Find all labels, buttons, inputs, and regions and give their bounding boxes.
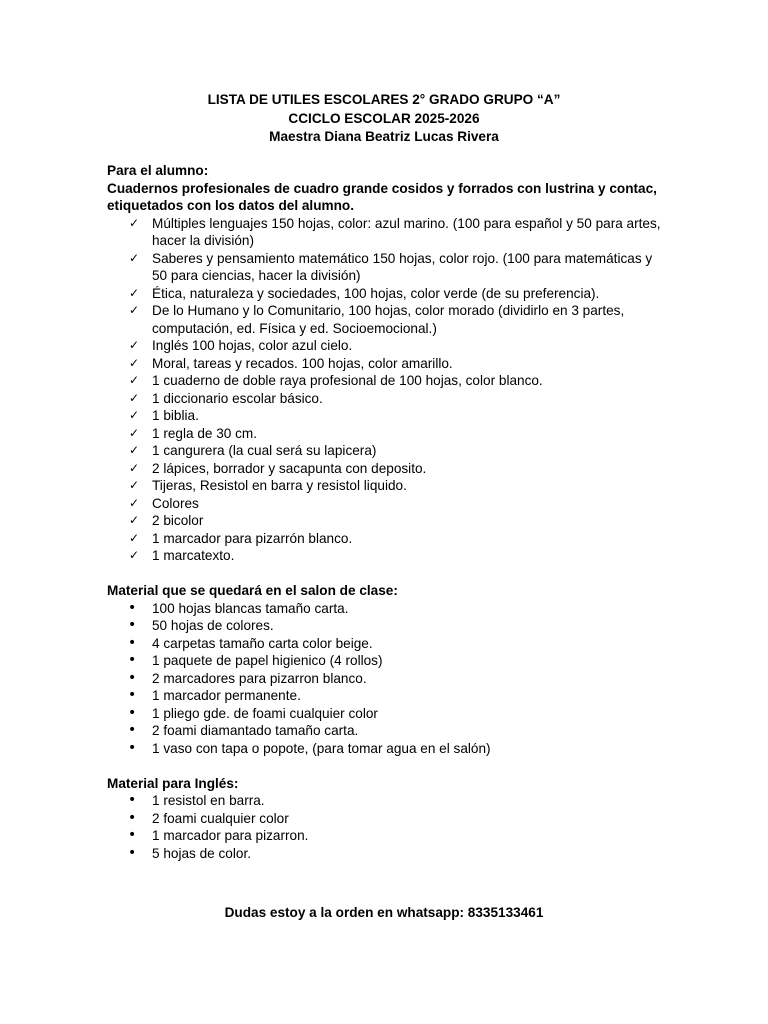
- list-item: [107, 495, 667, 513]
- list-item-text: 100 hojas blancas tamaño carta.: [152, 600, 349, 616]
- list-item-text: Tijeras, Resistol en barra y resistol liquido.: [152, 478, 407, 493]
- english-section: [107, 775, 667, 863]
- bullet-icon: •: [128, 739, 137, 756]
- student-item-list: [107, 215, 667, 565]
- section-spacer: [107, 565, 667, 583]
- list-item: [107, 740, 667, 758]
- checkmark-icon: ✓: [129, 355, 140, 370]
- student-section-title: Para el alumno:: [107, 163, 209, 178]
- list-item-text: 1 resistol en barra.: [152, 793, 265, 808]
- list-item-text: Inglés 100 hojas, color azul cielo.: [152, 338, 353, 353]
- checkmark-icon: ✓: [129, 303, 140, 317]
- document-header: [0, 91, 768, 147]
- list-item: [107, 477, 667, 495]
- list-item: [107, 337, 667, 355]
- checkmark-icon: ✓: [129, 478, 140, 492]
- list-item-text: 1 regla de 30 cm.: [152, 425, 258, 441]
- list-item: [107, 460, 667, 478]
- bullet-icon: •: [128, 599, 137, 616]
- list-item: [107, 425, 667, 443]
- bullet-icon: •: [128, 634, 137, 651]
- checkmark-icon: ✓: [129, 460, 140, 475]
- header-title: LISTA DE UTILES ESCOLARES 2° GRADO GRUPO “A”: [207, 92, 561, 107]
- list-item-text: 2 marcadores para pizarron blanco.: [152, 670, 367, 686]
- list-item: [107, 390, 667, 408]
- list-item: [107, 827, 667, 845]
- bullet-icon: •: [128, 827, 137, 843]
- checkmark-icon: ✓: [129, 530, 140, 545]
- checkmark-icon: ✓: [129, 408, 140, 422]
- bullet-icon: •: [128, 844, 137, 861]
- checkmark-icon: ✓: [129, 250, 140, 265]
- list-item: [107, 285, 667, 303]
- list-item: [107, 215, 667, 250]
- list-item: [107, 512, 667, 530]
- list-item: [107, 635, 667, 653]
- list-item-text: 1 marcador permanente.: [152, 688, 301, 703]
- bullet-icon: •: [128, 652, 137, 668]
- checkmark-icon: ✓: [129, 443, 140, 457]
- footer-contact: Dudas estoy a la orden en whatsapp: 8335133461: [224, 905, 544, 920]
- header-school-year: CCICLO ESCOLAR 2025-2026: [288, 110, 480, 126]
- bullet-icon: •: [128, 722, 137, 738]
- checkmark-icon: ✓: [129, 390, 140, 405]
- list-item: [107, 687, 667, 705]
- checkmark-icon: ✓: [129, 548, 140, 562]
- list-item: [107, 355, 667, 373]
- list-item: [107, 705, 667, 723]
- list-item: [107, 372, 667, 390]
- bullet-icon: •: [128, 704, 137, 721]
- document-content: [107, 162, 667, 862]
- checkmark-icon: ✓: [129, 373, 140, 387]
- list-item: [107, 250, 667, 285]
- english-section-title: Material para Inglés:: [107, 775, 239, 791]
- header-teacher: Maestra Diana Beatriz Lucas Rivera: [269, 129, 499, 144]
- list-item: [107, 547, 667, 565]
- list-item-text: 2 foami diamantado tamaño carta.: [152, 723, 359, 738]
- list-item-text: 50 hojas de colores.: [152, 618, 274, 633]
- list-item: [107, 722, 667, 740]
- list-item-text: 2 lápices, borrador y sacapunta con deposito.: [152, 460, 427, 476]
- checkmark-icon: ✓: [129, 215, 140, 230]
- bullet-icon: •: [128, 669, 137, 686]
- checkmark-icon: ✓: [129, 495, 140, 510]
- section-spacer: [107, 757, 667, 775]
- classroom-section: [107, 582, 667, 757]
- list-item-text: 1 marcador para pizarrón blanco.: [152, 530, 353, 546]
- english-item-list: [107, 792, 667, 862]
- list-item-text: Múltiples lenguajes 150 hojas, color: azul marino. (100 para español y 50 para artes, hacer la división): [152, 215, 661, 248]
- checkmark-icon: ✓: [129, 285, 140, 300]
- list-item: [107, 670, 667, 688]
- list-item: [107, 810, 667, 828]
- list-item: [107, 652, 667, 670]
- list-item-text: 2 bicolor: [152, 513, 204, 528]
- list-item-text: 1 diccionario escolar básico.: [152, 390, 323, 406]
- list-item-text: 5 hojas de color.: [152, 845, 251, 861]
- list-item-text: Saberes y pensamiento matemático 150 hojas, color rojo. (100 para matemáticas y 50 para ciencias, hacer la división): [152, 250, 653, 283]
- list-item-text: Ética, naturaleza y sociedades, 100 hojas, color verde (de su preferencia).: [152, 285, 600, 301]
- bullet-icon: •: [128, 809, 137, 826]
- student-section: [107, 162, 667, 565]
- list-item-text: 1 cuaderno de doble raya profesional de 100 hojas, color blanco.: [152, 373, 543, 388]
- list-item: [107, 302, 667, 337]
- list-item-text: 1 pliego gde. de foami cualquier color: [152, 705, 378, 721]
- bullet-icon: •: [128, 687, 137, 703]
- list-item-text: 1 vaso con tapa o popote, (para tomar agua en el salón): [152, 740, 491, 756]
- list-item-text: 1 marcador para pizarron.: [152, 828, 309, 843]
- student-section-intro: Cuadernos profesionales de cuadro grande cosidos y forrados con lustrina y contac, etiquetados con los datos del alumno.: [107, 180, 657, 213]
- list-item-text: 1 cangurera (la cual será su lapicera): [152, 443, 377, 458]
- classroom-item-list: [107, 600, 667, 758]
- bullet-icon: •: [128, 792, 137, 808]
- list-item: [107, 617, 667, 635]
- list-item: [107, 600, 667, 618]
- bullet-icon: •: [128, 617, 137, 633]
- list-item-text: Colores: [152, 495, 199, 511]
- list-item-text: Moral, tareas y recados. 100 hojas, color amarillo.: [152, 355, 453, 371]
- checkmark-icon: ✓: [129, 425, 140, 440]
- checkmark-icon: ✓: [129, 338, 140, 352]
- list-item-text: 1 marcatexto.: [152, 548, 235, 563]
- list-item: [107, 792, 667, 810]
- classroom-section-title: Material que se quedará en el salon de clase:: [107, 583, 398, 598]
- checkmark-icon: ✓: [129, 513, 140, 527]
- list-item: [107, 530, 667, 548]
- list-item: [107, 407, 667, 425]
- list-item-text: 1 paquete de papel higienico (4 rollos): [152, 653, 383, 668]
- list-item-text: De lo Humano y lo Comunitario, 100 hojas, color morado (dividirlo en 3 partes, computación, ed. Física y ed. Socioemocional.): [152, 303, 625, 336]
- list-item: [107, 845, 667, 863]
- list-item: [107, 442, 667, 460]
- list-item-text: 2 foami cualquier color: [152, 810, 289, 826]
- list-item-text: 4 carpetas tamaño carta color beige.: [152, 635, 373, 651]
- list-item-text: 1 biblia.: [152, 408, 199, 423]
